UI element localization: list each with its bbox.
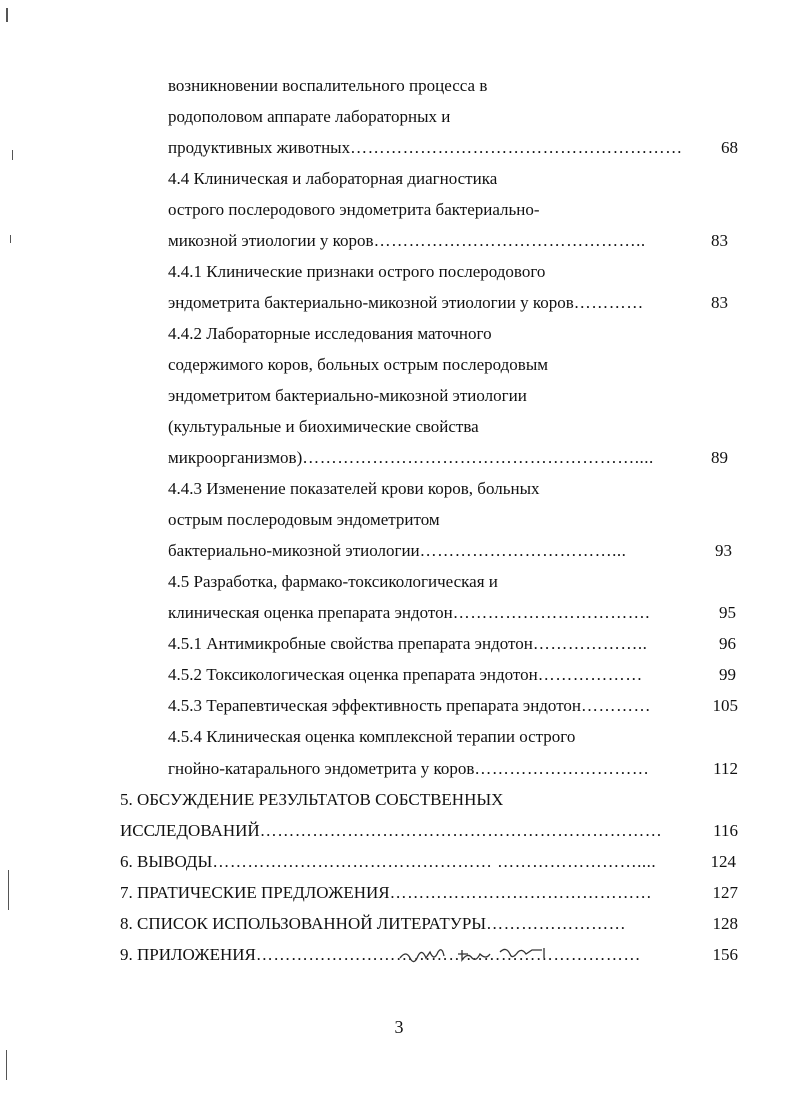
leader-dots: ……………………………………….. [373,231,646,250]
toc-line [168,660,692,690]
toc-line-text: 4.4 Клиническая и лабораторная диагностика [168,169,498,188]
toc-line [168,536,686,566]
toc-line [168,226,688,256]
toc-chapter-line [120,816,684,846]
handwritten-scribble [396,940,556,970]
leader-dots: ………………………………………………………… [255,945,641,964]
toc-page-number: 83 [711,231,728,250]
toc-line [168,195,540,225]
toc-line-text: острым послеродовым эндометритом [168,510,440,529]
toc-line [168,319,492,349]
scan-speck [6,8,8,22]
leader-dots: ………………………………………………….... [302,448,654,467]
leader-dots: ………… [581,696,652,715]
toc-line-text: 5. ОБСУЖДЕНИЕ РЕЗУЛЬТАТОВ СОБСТВЕННЫХ [120,790,504,809]
scan-speck [8,870,9,910]
toc-line [168,381,527,411]
toc-line [168,722,575,752]
toc-line-text: 4.5.4 Клиническая оценка комплексной терапии острого [168,727,576,746]
toc-line-text: 4.5.3 Терапевтическая эффективность препарата эндотон [168,696,582,715]
toc-page-number: 156 [712,945,738,964]
toc-line [168,629,688,659]
toc-line-text: 6. ВЫВОДЫ [120,852,213,871]
leader-dots: ……………… [537,665,643,684]
leader-dots: ……………………………... [419,541,627,560]
toc-line [168,567,498,597]
toc-line [168,691,696,721]
toc-chapter-line [120,847,686,877]
toc-line-text: 7. ПРАТИЧЕСКИЕ ПРЕДЛОЖЕНИЯ [120,883,390,902]
toc-line [168,102,450,132]
toc-line-text: 4.5 Разработка, фармако-токсикологическая и [168,572,498,591]
leader-dots: ………………………… [474,759,650,778]
toc-page-number: 96 [719,634,736,653]
leader-dots: ………………………………………………… [350,138,683,157]
toc-line-text: эндометрита бактериально-микозной этиологии у коров [168,293,574,312]
toc-chapter-line [120,909,684,939]
toc-line [168,443,686,473]
toc-page-number: 112 [713,759,738,778]
toc-line [168,412,479,442]
toc-line-text: 9. ПРИЛОЖЕНИЯ [120,945,256,964]
scan-speck [6,1050,7,1080]
toc-line-text: гнойно-катарального эндометрита у коров [168,759,475,778]
toc-page-number: 89 [711,448,728,467]
toc-line [168,71,487,101]
leader-dots: ……………………………. [452,603,650,622]
toc-line-text: 4.5.2 Токсикологическая оценка препарата эндотон [168,665,538,684]
toc-line [168,505,440,535]
toc-line-text: 8. СПИСОК ИСПОЛЬЗОВАННОЙ ЛИТЕРАТУРЫ [120,914,487,933]
leader-dots: …………………… [486,914,627,933]
toc-chapter-line [120,878,686,908]
toc-line-text: возникновении воспалительного процесса в [168,76,488,95]
scan-speck [12,150,13,160]
toc-page-number: 83 [711,293,728,312]
toc-page-number: 68 [721,138,738,157]
toc-line-text: клиническая оценка препарата эндотон [168,603,453,622]
toc-page-number: 93 [715,541,732,560]
toc-line-text: содержимого коров, больных острым послеродовым [168,355,549,374]
toc-line [168,598,688,628]
leader-dots: ……………………………………… [389,883,653,902]
scan-speck [10,235,11,243]
toc-chapter-line [120,785,503,815]
toc-line-text: острого послеродового эндометрита бактериально- [168,200,540,219]
leader-dots: …………………………………………………………… [259,821,663,840]
leader-dots: ……………….. [532,634,648,653]
toc-line-text: эндометритом бактериально-микозной этиологии [168,386,527,405]
toc-page-number: 105 [712,696,738,715]
toc-line [168,288,690,318]
toc-line-text: (культуральные и биохимические свойства [168,417,479,436]
toc-line-text: 4.4.3 Изменение показателей крови коров, больных [168,479,540,498]
page-number: 3 [394,1017,404,1037]
toc-line-text: микроорганизмов) [168,448,303,467]
leader-dots: ………………………………………… …………………….... [212,852,657,871]
toc-page-number: 116 [713,821,738,840]
toc-line [168,133,688,163]
toc-line-text: 4.4.2 Лабораторные исследования маточного [168,324,492,343]
toc-line-text: бактериально-микозной этиологии [168,541,420,560]
toc-line [168,350,548,380]
toc-line-text: ИССЛЕДОВАНИЙ [120,821,260,840]
leader-dots: ………… [573,293,644,312]
toc-line [168,474,540,504]
toc-line-text: 4.5.1 Антимикробные свойства препарата эндотон [168,634,533,653]
toc-line-text: микозной этиологии у коров [168,231,374,250]
toc-line-text: продуктивных животных [168,138,351,157]
toc-page-number: 127 [712,883,738,902]
toc-page-number: 128 [712,914,738,933]
toc-line [168,164,497,194]
toc-line-text: 4.4.1 Клинические признаки острого послеродового [168,262,546,281]
toc-page-number: 124 [710,852,736,871]
toc-line [168,257,545,287]
toc-line-text: родополовом аппарате лабораторных и [168,107,451,126]
toc-page-number: 99 [719,665,736,684]
toc-page-number: 95 [719,603,736,622]
toc-line [168,754,690,784]
